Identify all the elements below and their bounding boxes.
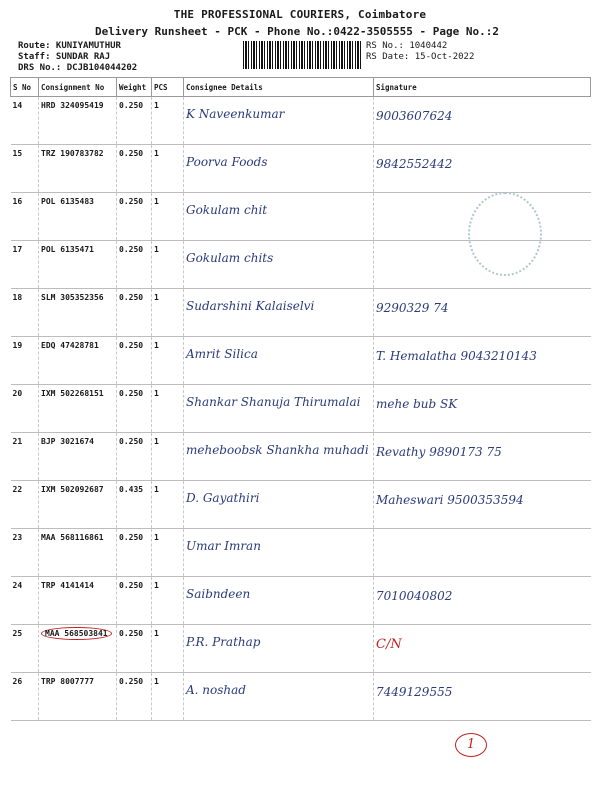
document-title: THE PROFESSIONAL COURIERS, Coimbatore (173, 8, 427, 21)
cell-consignee: K Naveenkumar (186, 107, 285, 121)
cell-sno: 14 (12, 101, 23, 110)
cell-weight: 0.435 (119, 485, 144, 494)
cell-signature: 9003607624 (376, 109, 453, 123)
cell-cons: IXM 502268151 (41, 389, 104, 398)
cell-signature: C/N (376, 637, 402, 652)
table-row (11, 145, 591, 193)
cell-consignee: Gokulam chit (186, 203, 268, 217)
cell-cons: TRZ 190783782 (41, 149, 104, 158)
cell-cons: POL 6135483 (41, 197, 94, 206)
cell-consignee: P.R. Prathap (186, 635, 261, 649)
cell-consignee: Gokulam chits (186, 251, 274, 265)
cell-cons: EDQ 47428781 (41, 341, 99, 350)
cell-weight: 0.250 (119, 341, 144, 350)
cell-consignee: Saibndeen (186, 587, 251, 601)
staff-label: Staff: SUNDAR RAJ (18, 52, 111, 62)
table-row (11, 529, 591, 577)
cell-weight: 0.250 (119, 629, 144, 638)
cell-consignee: Shankar Shanuja Thirumalai (186, 395, 361, 409)
cell-signature: 7449129555 (376, 685, 453, 699)
col-consignment: Consignment No (39, 78, 117, 97)
cell-cons: MAA 568503841 (41, 627, 112, 640)
cell-consignee: meheboobsk Shankha muhadi (186, 443, 369, 457)
col-consignee: Consignee Details (184, 78, 374, 97)
cell-cons: HRD 324095419 (41, 101, 104, 110)
table-row (11, 193, 591, 241)
cell-weight: 0.250 (119, 581, 144, 590)
table-row (11, 481, 591, 529)
cell-signature: T. Hemalatha 9043210143 (376, 349, 537, 363)
cell-cons: TRP 4141414 (41, 581, 94, 590)
table-row (11, 97, 591, 145)
route-label: Route: KUNIYAMUTHUR (18, 41, 121, 51)
table-row (11, 673, 591, 721)
table-header-row (11, 78, 591, 97)
cell-weight: 0.250 (119, 677, 144, 686)
cell-consignee: Poorva Foods (186, 155, 268, 169)
cell-sno: 15 (12, 149, 23, 158)
cell-cons: IXM 502092687 (41, 485, 104, 494)
cell-pcs: 1 (154, 677, 159, 686)
cell-sno: 18 (12, 293, 23, 302)
cell-signature: mehe bub SK (376, 397, 458, 411)
cell-sno: 24 (12, 581, 23, 590)
cell-pcs: 1 (154, 293, 159, 302)
cell-sno: 25 (12, 629, 23, 638)
cell-sno: 26 (12, 677, 23, 686)
cell-signature: 9290329 74 (376, 301, 449, 315)
cell-sno: 19 (12, 341, 23, 350)
cell-consignee: Umar Imran (186, 539, 261, 553)
cell-weight: 0.250 (119, 437, 144, 446)
cell-sno: 21 (12, 437, 23, 446)
cell-cons: SLM 305352356 (41, 293, 104, 302)
rs-date: RS Date: 15-Oct-2022 (366, 52, 475, 62)
cell-cons: POL 6135471 (41, 245, 94, 254)
cell-weight: 0.250 (119, 389, 144, 398)
cell-cons: MAA 568116861 (41, 533, 104, 542)
cell-sno: 20 (12, 389, 23, 398)
cell-signature: 9842552442 (376, 157, 453, 171)
cell-pcs: 1 (154, 101, 159, 110)
cell-consignee: A. noshad (186, 683, 246, 697)
cell-consignee: D. Gayathiri (186, 491, 260, 505)
drs-number: DRS No.: DCJB104044202 (18, 63, 138, 73)
cell-pcs: 1 (154, 149, 159, 158)
cell-weight: 0.250 (119, 197, 144, 206)
table-row (11, 577, 591, 625)
cell-signature: Revathy 9890173 75 (376, 445, 502, 459)
cell-pcs: 1 (154, 197, 159, 206)
col-weight: Weight (117, 78, 152, 97)
cell-cons: BJP 3021674 (41, 437, 94, 446)
cell-pcs: 1 (154, 629, 159, 638)
cell-weight: 0.250 (119, 101, 144, 110)
runsheet-table (10, 77, 591, 721)
cell-sno: 23 (12, 533, 23, 542)
table-row (11, 433, 591, 481)
cell-sno: 17 (12, 245, 23, 254)
cell-pcs: 1 (154, 245, 159, 254)
cell-pcs: 1 (154, 389, 159, 398)
page-number-mark: 1 (455, 733, 487, 757)
cell-pcs: 1 (154, 581, 159, 590)
table-row (11, 241, 591, 289)
cell-pcs: 1 (154, 485, 159, 494)
cell-consignee: Amrit Silica (186, 347, 258, 361)
cell-consignee: Sudarshini Kalaiselvi (186, 299, 315, 313)
cell-weight: 0.250 (119, 293, 144, 302)
rs-number: RS No.: 1040442 (366, 41, 448, 51)
table-row (11, 385, 591, 433)
barcode (243, 41, 361, 69)
cell-pcs: 1 (154, 533, 159, 542)
cell-sno: 22 (12, 485, 23, 494)
table-row (11, 289, 591, 337)
cell-pcs: 1 (154, 437, 159, 446)
col-signature: Signature (374, 78, 591, 97)
cell-weight: 0.250 (119, 149, 144, 158)
document-subtitle: Delivery Runsheet - PCK - Phone No.:0422-3505555 - Page No.:2 (95, 25, 499, 38)
col-pcs: PCS (152, 78, 184, 97)
cell-sno: 16 (12, 197, 23, 206)
table-row (11, 625, 591, 673)
cell-signature: Maheswari 9500353594 (376, 493, 524, 507)
cell-signature: 7010040802 (376, 589, 453, 603)
cell-cons: TRP 8007777 (41, 677, 94, 686)
table-row (11, 337, 591, 385)
cell-pcs: 1 (154, 341, 159, 350)
cell-weight: 0.250 (119, 533, 144, 542)
col-sno: S No (11, 78, 39, 97)
cell-weight: 0.250 (119, 245, 144, 254)
